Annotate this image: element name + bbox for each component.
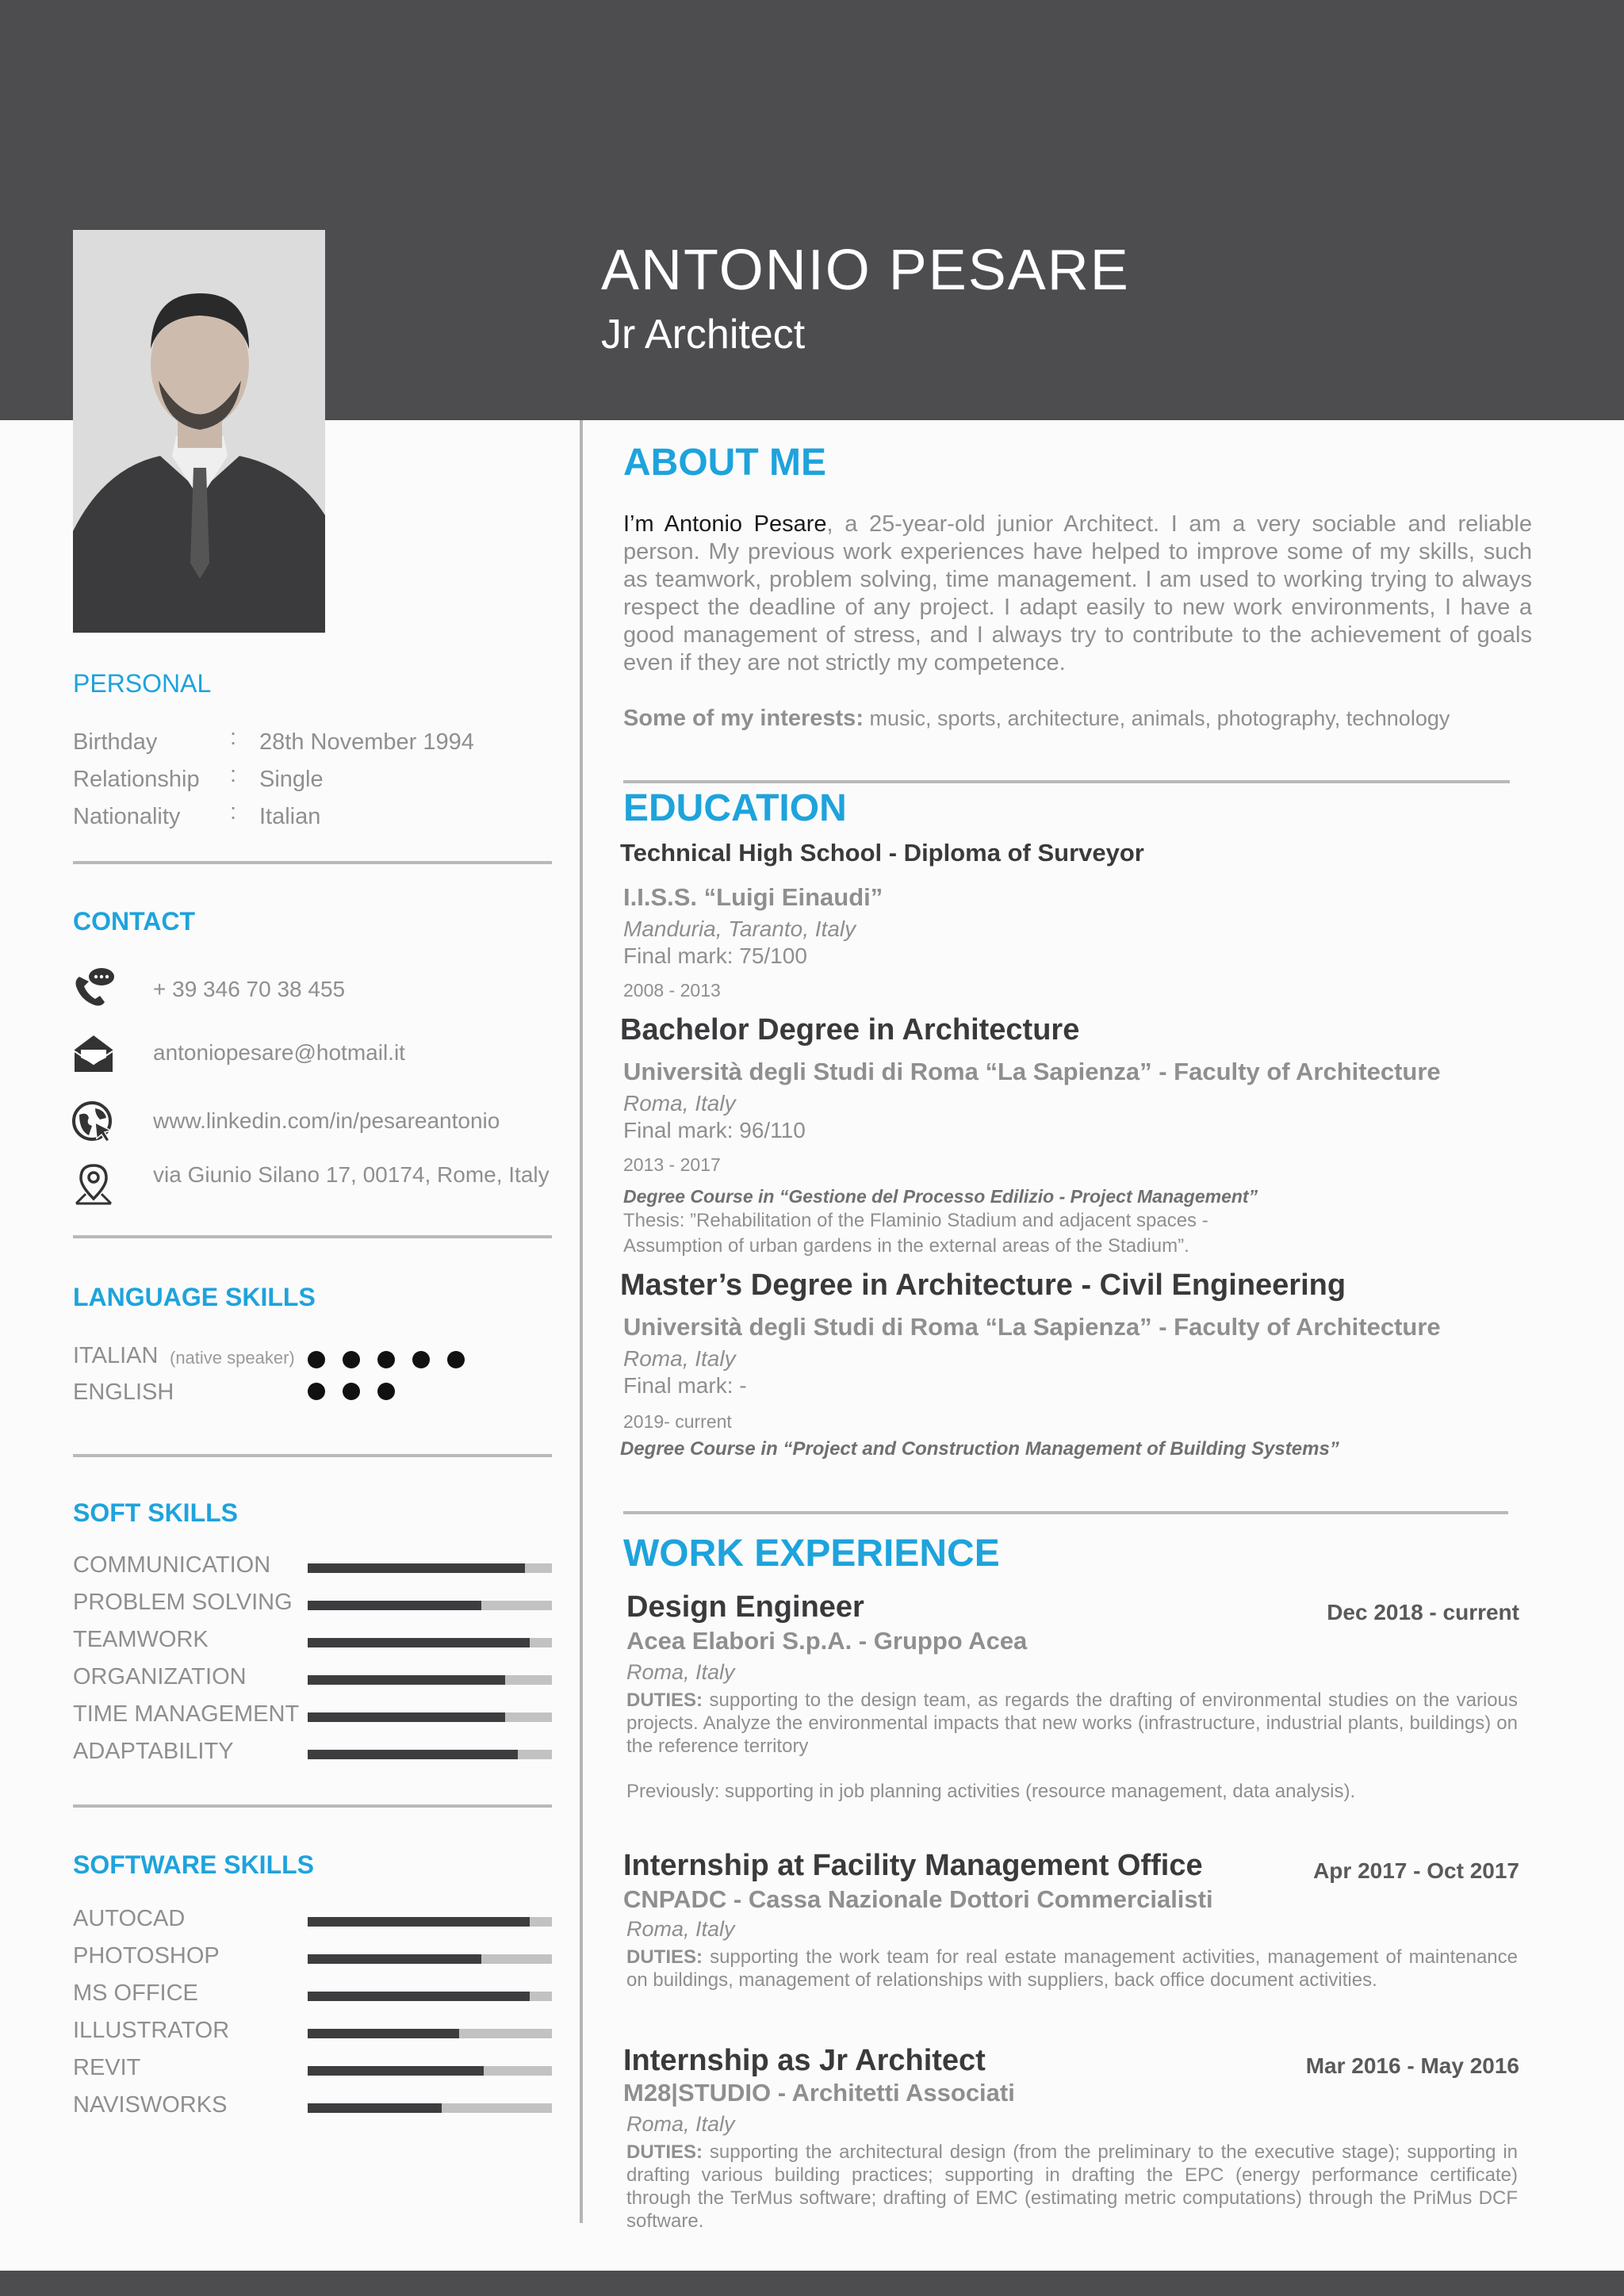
language-level-dot [377, 1351, 395, 1368]
divider [73, 1235, 552, 1238]
software-skill-bar-fill [308, 2066, 484, 2076]
software-skill-row [73, 1980, 552, 2012]
soft-skill-bar-track [308, 1563, 552, 1573]
soft-skill-bar-track [308, 1750, 552, 1759]
interests-list: music, sports, architecture, animals, photography, technology [863, 706, 1450, 730]
software-skill-name: NAVISWORKS [73, 2092, 228, 2118]
language-heading: LANGUAGE SKILLS [73, 1283, 316, 1311]
education-course: Degree Course in “Project and Construction Management of Building Systems” [620, 1438, 1339, 1460]
footer-band [0, 2271, 1624, 2296]
software-skill-bar-track [308, 1917, 552, 1927]
language-level-dot [447, 1351, 465, 1368]
soft-skill-name: ADAPTABILITY [73, 1739, 234, 1764]
soft-skill-bar-fill [308, 1750, 518, 1759]
personal-sep: : [230, 762, 237, 787]
software-skill-bar-track [308, 2066, 552, 2076]
divider [623, 780, 1510, 783]
soft-skill-row [73, 1701, 552, 1733]
phone-icon [71, 966, 116, 1010]
contact-phone[interactable]: + 39 346 70 38 455 [153, 977, 346, 1001]
education-title: Technical High School - Diploma of Surveyor [620, 839, 1144, 867]
software-skill-bar-track [308, 1954, 552, 1964]
software-skill-bar-fill [308, 1992, 530, 2001]
contact-heading: CONTACT [73, 907, 196, 936]
personal-sep: : [230, 725, 237, 750]
job-title: Internship as Jr Architect [623, 2044, 986, 2077]
soft-skill-row [73, 1552, 552, 1584]
software-skill-bar-track [308, 2103, 552, 2113]
software-skill-bar-fill [308, 1917, 530, 1927]
candidate-role: Jr Architect [601, 312, 806, 358]
education-title: Master’s Degree in Architecture - Civil Engineering [620, 1269, 1346, 1302]
divider [73, 1454, 552, 1457]
education-title: Bachelor Degree in Architecture [620, 1013, 1080, 1047]
software-skill-bar-fill [308, 1954, 481, 1964]
soft-skill-bar-fill [308, 1638, 530, 1647]
software-skills-heading: SOFTWARE SKILLS [73, 1850, 314, 1879]
software-skill-name: REVIT [73, 2055, 141, 2080]
soft-skill-bar-track [308, 1712, 552, 1722]
personal-value: Single [259, 767, 324, 792]
software-skill-bar-fill [308, 2103, 442, 2113]
personal-row-relationship [73, 762, 549, 798]
job-place: Roma, Italy [626, 1660, 735, 1684]
language-name: ENGLISH [73, 1380, 174, 1405]
job-place: Roma, Italy [626, 1917, 735, 1941]
about-heading: ABOUT ME [623, 442, 826, 484]
personal-key: Nationality [73, 804, 181, 829]
software-skill-row [73, 1906, 552, 1938]
education-thesis: Thesis: ”Rehabilitation of the Flaminio Stadium and adjacent spaces - [623, 1210, 1208, 1231]
soft-skill-row [73, 1627, 552, 1659]
job-company: Acea Elabori S.p.A. - Gruppo Acea [626, 1627, 1028, 1655]
interests-label: Some of my interests: [623, 706, 864, 731]
job-previously: Previously: supporting in job planning activities (resource management, data analysis). [626, 1781, 1356, 1802]
interests [623, 706, 1450, 732]
software-skill-row [73, 2018, 552, 2049]
soft-skills-heading: SOFT SKILLS [73, 1498, 238, 1527]
job-company: M28|STUDIO - Architetti Associati [623, 2079, 1015, 2107]
soft-skill-row [73, 1739, 552, 1770]
education-institution: Università degli Studi di Roma “La Sapienza” - Faculty of Architecture [623, 1058, 1441, 1085]
education-heading: EDUCATION [623, 787, 847, 829]
software-skill-bar-track [308, 2029, 552, 2038]
language-level-dot [343, 1351, 360, 1368]
soft-skill-bar-fill [308, 1563, 525, 1573]
job-duties [626, 2141, 1518, 2233]
duties-label: DUTIES: [626, 1689, 703, 1711]
personal-row-nationality [73, 799, 549, 836]
job-title: Internship at Facility Management Office [623, 1849, 1203, 1882]
education-mark: Final mark: - [623, 1373, 747, 1398]
language-name: ITALIAN [73, 1343, 159, 1368]
soft-skill-name: TEAMWORK [73, 1627, 209, 1652]
soft-skill-row [73, 1590, 552, 1621]
software-skill-name: PHOTOSHOP [73, 1943, 220, 1969]
personal-sep: : [230, 799, 237, 825]
contact-email[interactable]: antoniopesare@hotmail.it [153, 1040, 405, 1065]
software-skill-name: ILLUSTRATOR [73, 2018, 230, 2043]
software-skill-row [73, 2055, 552, 2087]
education-mark: Final mark: 96/110 [623, 1118, 806, 1142]
soft-skill-bar-track [308, 1638, 552, 1647]
language-note: (native speaker) [170, 1348, 295, 1368]
soft-skill-bar-fill [308, 1675, 505, 1685]
job-place: Roma, Italy [626, 2112, 735, 2136]
education-institution: I.I.S.S. “Luigi Einaudi” [623, 883, 883, 911]
education-mark: Final mark: 75/100 [623, 943, 807, 968]
duties-label: DUTIES: [626, 1946, 703, 1968]
duties-label: DUTIES: [626, 2141, 703, 2163]
personal-row-birthday [73, 725, 549, 761]
contact-website[interactable]: www.linkedin.com/in/pesareantonio [153, 1108, 500, 1133]
soft-skill-bar-fill [308, 1712, 505, 1722]
language-level-dot [343, 1383, 360, 1400]
soft-skill-name: PROBLEM SOLVING [73, 1590, 293, 1615]
software-skill-bar-fill [308, 2029, 459, 2038]
soft-skill-row [73, 1664, 552, 1696]
duties-text: supporting to the design team, as regards the drafting of environmental studies on the various projects. Analyze the environmental impacts that new works (infrastructure, industrial plants, buildings) on the reference territory [626, 1689, 1518, 1757]
about-body: , a 25-year-old junior Architect. I am a very sociable and reliable person. My previous work experiences have helped to improve some of my skills, such as teamwork, problem solving, time management. I am used to working trying to always respect the deadline of any project. I adapt easily to new work environments, I have a good management of stress, and I always try to contribute to the achievement of goals even if they are not strictly my competence. [623, 511, 1532, 675]
education-years: 2013 - 2017 [623, 1154, 721, 1175]
candidate-name: ANTONIO PESARE [601, 239, 1130, 302]
profile-photo [73, 230, 325, 633]
soft-skill-name: ORGANIZATION [73, 1664, 247, 1689]
personal-value: Italian [259, 804, 321, 829]
software-skill-name: MS OFFICE [73, 1980, 198, 2006]
personal-value: 28th November 1994 [259, 729, 474, 755]
soft-skill-bar-track [308, 1675, 552, 1685]
duties-text: supporting the architectural design (from the preliminary to the executive stage); supporting in drafting various building practices; supporting in drafting the EPC (energy performance certificate) through the TerMus software; drafting of EMC (estimating metric computations) through the PriMus DCF software. [626, 2141, 1518, 2232]
divider [73, 1804, 552, 1808]
soft-skill-name: TIME MANAGEMENT [73, 1701, 300, 1727]
software-skill-bar-track [308, 1992, 552, 2001]
job-duties [626, 1946, 1518, 1992]
soft-skill-bar-fill [308, 1601, 481, 1610]
software-skill-name: AUTOCAD [73, 1906, 186, 1931]
personal-heading: PERSONAL [73, 669, 212, 698]
contact-address: via Giunio Silano 17, 00174, Rome, Italy [153, 1162, 550, 1187]
about-intro: I’m Antonio Pesare [623, 511, 827, 537]
language-level-dot [412, 1351, 430, 1368]
duties-text: supporting the work team for real estate management activities, management of maintenance on buildings, management of relationships with suppliers, back office document activities. [626, 1946, 1518, 1991]
personal-key: Birthday [73, 729, 158, 755]
soft-skill-bar-track [308, 1601, 552, 1610]
education-course: Degree Course in “Gestione del Processo Edilizio - Project Management” [623, 1186, 1258, 1207]
education-thesis: Assumption of urban gardens in the external areas of the Stadium”. [623, 1235, 1189, 1257]
education-institution: Università degli Studi di Roma “La Sapienza” - Faculty of Architecture [623, 1313, 1441, 1341]
education-years: 2008 - 2013 [623, 980, 721, 1001]
globe-icon [71, 1100, 116, 1145]
education-place: Roma, Italy [623, 1091, 736, 1115]
education-years: 2019- current [623, 1411, 732, 1432]
job-date: Mar 2016 - May 2016 [1305, 2053, 1519, 2078]
job-company: CNPADC - Cassa Nazionale Dottori Commercialisti [623, 1885, 1213, 1913]
job-date: Dec 2018 - current [1327, 1600, 1519, 1624]
software-skill-row [73, 1943, 552, 1975]
language-level-dot [308, 1383, 325, 1400]
divider [623, 1511, 1508, 1514]
divider [73, 861, 552, 864]
about-text [623, 511, 1532, 677]
location-pin-icon [71, 1162, 116, 1207]
education-place: Manduria, Taranto, Italy [623, 916, 856, 941]
software-skill-row [73, 2092, 552, 2124]
language-level-dot [377, 1383, 395, 1400]
soft-skill-name: COMMUNICATION [73, 1552, 271, 1578]
work-heading: WORK EXPERIENCE [623, 1533, 1000, 1575]
mail-icon [71, 1031, 116, 1075]
job-date: Apr 2017 - Oct 2017 [1313, 1858, 1519, 1883]
job-duties [626, 1689, 1518, 1758]
job-title: Design Engineer [626, 1590, 864, 1624]
column-divider [580, 420, 583, 2223]
education-place: Roma, Italy [623, 1346, 736, 1371]
language-level-dot [308, 1351, 325, 1368]
personal-key: Relationship [73, 767, 200, 792]
